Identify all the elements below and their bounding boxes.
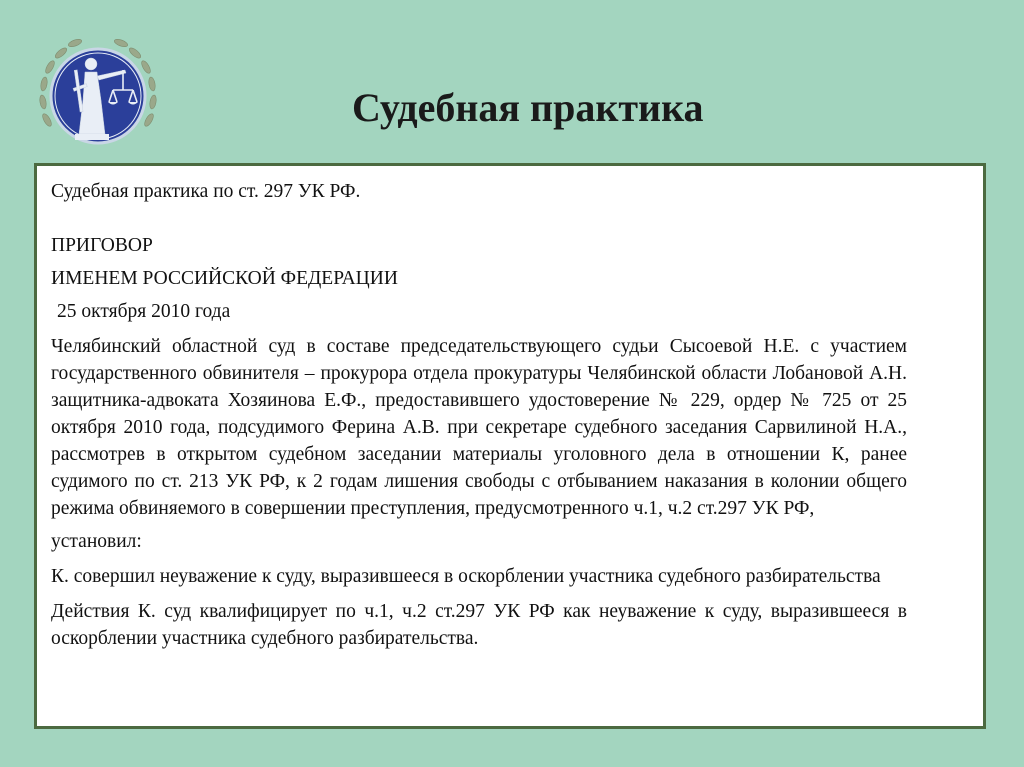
- fact-paragraph: К. совершил неуважение к суду, выразившееся в оскорблении участника судебного разбирательства: [51, 566, 881, 587]
- qualification-paragraph: Действия К. суд квалифицирует по ч.1, ч.2 ст.297 УК РФ как неуважение к суду, выразившееся в оскорблении участника судебного разбирательства.: [51, 601, 907, 649]
- verdict-heading: ПРИГОВОР: [51, 235, 153, 256]
- document-panel: [34, 163, 986, 729]
- established-line: установил:: [51, 531, 142, 552]
- court-emblem-icon: [33, 30, 163, 160]
- document-content: [51, 178, 907, 652]
- court-composition-paragraph: Челябинский областной суд в составе председательствующего судьи Сысоевой Н.Е. с участием государственного обвинителя – прокурора отдела прокуратуры Челябинской области Лобановой А.Н. защитника-адвоката Хозяинова Е.Ф., предоставившего удостоверение № 229, ордер № 725 от 25 октября 2010 года, подсудимого Ферина А.В. при секретаре судебного заседания Сарвилиной Н.А., рассмотрев в открытом судебном заседании материалы уголовного дела в отношении К, ранее судимого по ст. 213 УК РФ, к 2 годам лишения свободы с отбыванием наказания в колонии общего режима обвиняемого в совершении преступления, предусмотренного ч.1, ч.2 ст.297 УК РФ,: [51, 336, 907, 519]
- intro-line: Судебная практика по ст. 297 УК РФ.: [51, 181, 361, 202]
- verdict-date: 25 октября 2010 года: [57, 301, 231, 322]
- page-title: Судебная практика: [352, 85, 704, 130]
- in-name-line: ИМЕНЕМ РОССИЙСКОЙ ФЕДЕРАЦИИ: [51, 268, 398, 289]
